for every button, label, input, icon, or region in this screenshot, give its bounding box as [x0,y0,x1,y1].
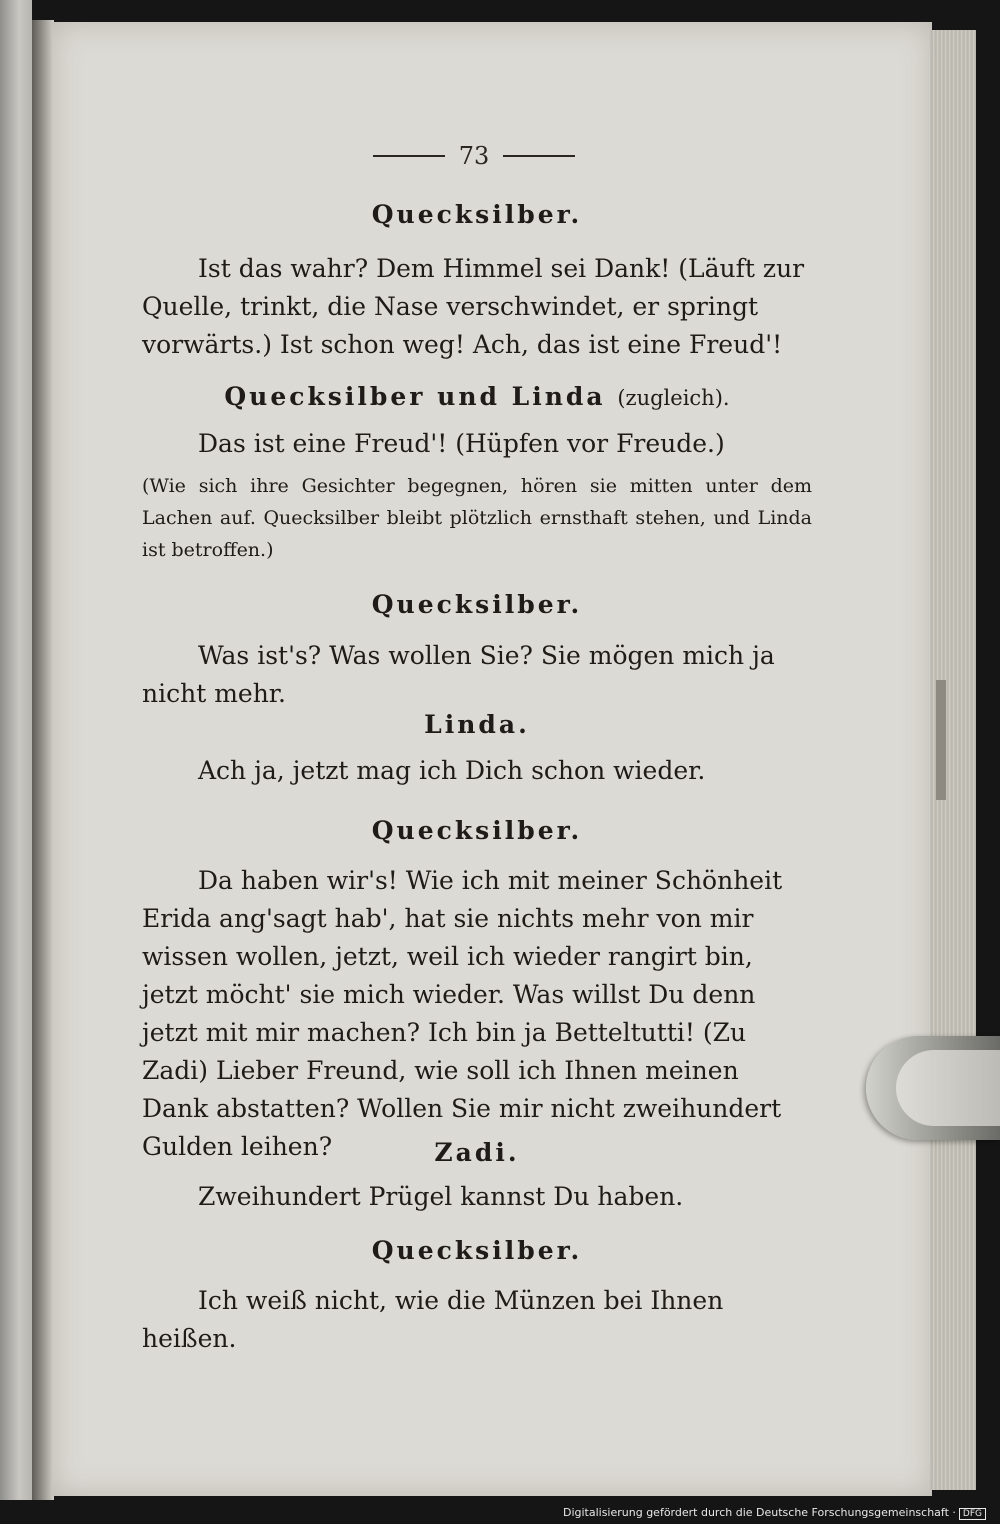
speaker-heading: Quecksilber. [371,590,583,619]
dialogue-paragraph: Da haben wir's! Wie ich mit meiner Schönheit Erida ang'sagt hab', hat sie nichts mehr von mir wissen wollen, jetzt, weil ich wieder rangirt bin, jetzt möcht' sie mich wieder. Was willst Du denn jetzt mit mir machen? Ich bin ja Betteltutti! (Zu Zadi) Lieber Freund, wie soll ich Ihnen meinen Dank abstatten? Wollen Sie mir nicht zweihundert Gulden leihen? [142,866,783,1161]
dialogue-paragraph: Ich weiß nicht, wie die Münzen bei Ihnen heißen. [142,1286,724,1353]
credit-text: Digitalisierung gefördert durch die Deutsche Forschungsgemeinschaft [562,1506,949,1519]
speaker-note: (zugleich). [617,386,730,410]
dialogue-paragraph: Das ist eine Freud'! (Hüpfen vor Freude.) [198,429,725,458]
page-number-value: 73 [458,141,490,170]
speaker-heading: Linda. [424,710,530,739]
page-number-rule-left [373,155,445,157]
page-number-rule-right [503,155,575,157]
left-page-edge [0,0,32,1500]
book-gutter [32,20,54,1500]
speaker-heading: Quecksilber. [371,1236,583,1265]
dfg-logo: DFG [959,1508,986,1520]
speaker-name: Quecksilber und Linda [224,382,606,411]
speaker-heading: Quecksilber. [371,816,583,845]
digitization-credit: Digitalisierung gefördert durch die Deutsche Forschungsgemeinschaft · DFG [563,1506,986,1520]
page-number [366,140,582,170]
dialogue-paragraph: Ist das wahr? Dem Himmel sei Dank! (Läuft zur Quelle, trinkt, die Nase verschwindet, er springt vorwärts.) Ist schon weg! Ach, das ist eine Freud'! [142,254,805,359]
page-clip [866,1036,1000,1140]
stage-direction: (Wie sich ihre Gesichter begegnen, hören sie mitten unter dem Lachen auf. Quecksilber bleibt plötzlich ernsthaft stehen, und Linda ist betroffen.) [142,475,812,561]
dialogue-paragraph: Was ist's? Was wollen Sie? Sie mögen mich ja nicht mehr. [142,641,775,708]
page-stack-edge [930,30,976,1490]
dialogue-paragraph: Ach ja, jetzt mag ich Dich schon wieder. [198,756,706,785]
speaker-heading: Zadi. [434,1138,520,1167]
speaker-heading: Quecksilber. [371,200,583,229]
dialogue-paragraph: Zweihundert Prügel kannst Du haben. [198,1182,684,1211]
speaker-heading [142,382,812,411]
